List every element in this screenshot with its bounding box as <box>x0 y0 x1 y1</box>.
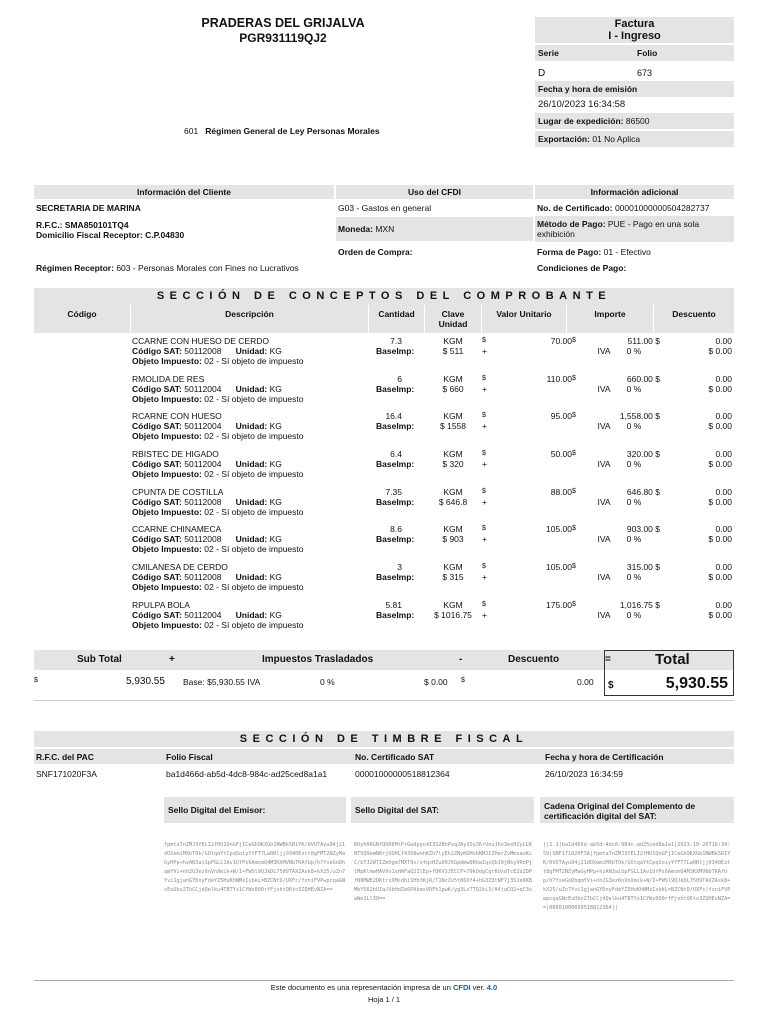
item-unit-label: Unidad: <box>235 534 268 544</box>
total-dollar: $ <box>608 680 614 691</box>
item-plus: + <box>482 346 487 356</box>
item-discount: 0.00 <box>715 562 732 572</box>
item-qty: 3 <box>397 562 402 572</box>
payment-form-label: Forma de Pago: <box>537 247 602 257</box>
item-unit-label: Unidad: <box>235 610 268 620</box>
item-amount: 320.00 $ <box>626 449 660 459</box>
item-sat-label: Código SAT: <box>132 384 182 394</box>
item-obj: 02 - Sí objeto de impuesto <box>204 431 304 441</box>
item-amount: 315.00 $ <box>626 562 660 572</box>
item-sat-line <box>132 459 282 469</box>
item-sat-code: 50112008 <box>184 572 222 582</box>
item-sat-label: Código SAT: <box>132 346 182 356</box>
item-rate: 0 % <box>626 534 642 544</box>
item-unit-key: KGM <box>443 411 463 421</box>
item-sat-label: Código SAT: <box>132 497 182 507</box>
item-unit: KG <box>269 610 282 620</box>
item-qty: 7.35 <box>385 487 402 497</box>
currency-value: MXN <box>375 224 395 234</box>
item-qty: 5.81 <box>385 600 402 610</box>
item-plus: + <box>482 459 487 469</box>
item-obj: 02 - Sí objeto de impuesto <box>204 582 304 592</box>
item-unit-value: 88.00 <box>550 487 572 497</box>
item-obj-line <box>132 582 304 592</box>
item-sat-code: 50112008 <box>184 346 222 356</box>
item-sat-code: 50112004 <box>184 384 222 394</box>
item-plus: + <box>482 610 487 620</box>
item-iva: IVA <box>597 497 611 507</box>
item-obj-label: Objeto Impuesto: <box>132 507 202 517</box>
total-value: 5,930.55 <box>665 675 728 692</box>
sat-cert-label: No. Certificado SAT <box>355 752 435 762</box>
item-unit-label: Unidad: <box>235 459 268 469</box>
item-name: RMOLIDA DE RES <box>132 374 205 384</box>
serie-folio-values <box>535 65 734 81</box>
item-qty: 7.3 <box>390 336 402 346</box>
concept-row <box>34 524 734 561</box>
divider <box>34 700 734 701</box>
item-obj: 02 - Sí objeto de impuesto <box>204 620 304 630</box>
client-header: Información del Cliente <box>34 185 334 199</box>
item-obj: 02 - Sí objeto de impuesto <box>204 544 304 554</box>
item-dollar: $ <box>482 563 486 570</box>
client-name: SECRETARIA DE MARINA <box>36 203 141 213</box>
item-name: RPULPA BOLA <box>132 600 190 610</box>
item-dollar: $ <box>482 412 486 419</box>
item-amount: 646.80 $ <box>626 487 660 497</box>
invoice-box <box>535 17 734 147</box>
item-amount: 660.00 $ <box>626 374 660 384</box>
item-dollar: $ <box>482 601 486 608</box>
col-discount: Descuento <box>672 309 716 319</box>
subtotal-dollar: $ <box>34 677 38 684</box>
sat-seal: BOyh0RGNfQOR6MtPrGwdpyc4I3S2BbPvqJAy3Sy36rVnuJhv3exHZyLLKNT5Q9emN8rjUOHLf43O8wnhKZh7lyEh2ZNyKUHvbNMJIZHerZvMmsaoKcC/bTJ2W7IZmhgm7MXT9s/ofqcHZu09J6Gpdmw0KhaIqsQbJ0jNkyVRhPjlMpKlmwHAVXn1sHAFaQ2IlEp+fDKVSJECCF+79kOdgCqrKUxdTcEZdZDPfN8MWE2DKtrxXMsdhi1Hh3KjR/T1NcZv5t86Xf4+hG3Z3tNF7j3SJe6KBMbY562bUIa/UbHdZe6PAkmsVDFh1pwK/yg3LsTTQ2ki3/A4jaCQ2+qC3owWe1Ll3Q== <box>354 842 533 902</box>
item-base: $ 320 <box>442 459 464 469</box>
item-obj: 02 - Sí objeto de impuesto <box>204 356 304 366</box>
client-regime <box>36 263 299 273</box>
item-obj-line <box>132 469 304 479</box>
item-dollar: $ <box>482 525 486 532</box>
col-unit-key-2: Unidad <box>438 319 468 329</box>
subtotal-value: 5,930.55 <box>126 676 165 687</box>
col-amount: Importe <box>594 309 626 319</box>
concepts-table-header <box>34 305 734 333</box>
payment-form-value: 01 - Efectivo <box>603 247 651 257</box>
item-amount: 1,016.75 $ <box>619 600 660 610</box>
item-sat-code: 50112004 <box>184 459 222 469</box>
item-unit-value: 175.00 <box>546 600 572 610</box>
item-sat-line <box>132 534 282 544</box>
item-obj: 02 - Sí objeto de impuesto <box>204 507 304 517</box>
item-unit-key: KGM <box>443 336 463 346</box>
footer-divider <box>34 980 734 981</box>
serie-value: D <box>538 68 546 79</box>
item-sat-line <box>132 572 282 582</box>
item-name: RCARNE CON HUESO <box>132 411 222 421</box>
item-qty: 8.6 <box>390 524 402 534</box>
item-obj-line <box>132 394 304 404</box>
item-iva: IVA <box>597 610 611 620</box>
item-obj: 02 - Sí objeto de impuesto <box>204 469 304 479</box>
export-label: Exportación: <box>538 134 590 144</box>
item-base: $ 646.8 <box>438 497 468 507</box>
concepts-title: SECCIÓN DE CONCEPTOS DEL COMPROBANTE <box>34 288 734 305</box>
item-base-label: BaseImp: <box>376 497 415 507</box>
client-rfc: R.F.C.: SMA850101TQ4 <box>36 220 129 230</box>
discount-value: 0.00 <box>577 677 594 687</box>
cfdi-header: Uso del CFDI <box>336 185 533 199</box>
item-discount-2: $ 0.00 <box>708 384 732 394</box>
concept-row <box>34 487 734 524</box>
conditions-label: Condiciones de Pago: <box>537 263 627 273</box>
place-label: Lugar de expedición: <box>538 116 624 126</box>
fiscal-folio-value: ba1d466d-ab5d-4dc8-984c-ad25ced8a1a1 <box>166 769 328 779</box>
item-sat-label: Código SAT: <box>132 610 182 620</box>
minus-sign: - <box>459 654 463 665</box>
invoice-title: Factura <box>614 18 655 30</box>
item-unit-key: KGM <box>443 562 463 572</box>
item-discount: 0.00 <box>715 411 732 421</box>
item-unit-value: 70.00 <box>550 336 572 346</box>
item-base: $ 903 <box>442 534 464 544</box>
item-sat-line <box>132 610 282 620</box>
sat-seal-label: Sello Digital del SAT: <box>351 797 534 823</box>
item-sat-line <box>132 421 282 431</box>
item-obj-label: Objeto Impuesto: <box>132 544 202 554</box>
issuer-regime <box>184 126 380 136</box>
item-plus: + <box>482 384 487 394</box>
item-qty: 6 <box>397 374 402 384</box>
item-rate: 0 % <box>626 346 642 356</box>
payment-method-value: PUE - Pago en una sola <box>607 219 700 229</box>
pac-rfc-value: SNF171020F3A <box>36 769 97 779</box>
item-unit-value: 50.00 <box>550 449 572 459</box>
discount-dollar: $ <box>461 677 465 684</box>
original-chain: ||1.1|ba1d466d-ab5d-4dc8-984c-ad25ced8a1a1|2023-10-26T16:34:59|SNF171020F3A|fpmta7nZMJ3fELI2fHU1QnGFjICeGb9KXGb1NWBk5R1YK/0VUTAyu94j21dOXemiMXbTOk/GOtqaYtCpqSoiyYfFT7Lw0Rljj0340Eztt8gFMT2NZyMaGyHPp+hzAN3aiSpFGLL1Av1UfPs6AmsmQ4M3KXMVNbTKAfUp/h7YxeGoDhqmYVi+nh2G3ez6nVnXmik+W/I+FWSl9QJkDL7509TAXZAsk8+kX25/uZn7Yvi1gjanGYDnyFdeYZ5HuKhNMzIsbkL=BZCNtD/UXFc/fzniFVPwpcqaGNcEuUbv2TbCCjdQelku4TBTYs1CYWz0O0rfFjvhtQ6to3ZQHEvNZA==|00001000000518812364|| <box>543 842 731 911</box>
item-rate: 0 % <box>626 384 642 394</box>
item-iva: IVA <box>597 384 611 394</box>
invoice-header <box>535 17 734 43</box>
item-discount: 0.00 <box>715 336 732 346</box>
pac-rfc-label: R.F.C. del PAC <box>36 752 94 762</box>
item-amount: 903.00 $ <box>626 524 660 534</box>
item-iva: IVA <box>597 534 611 544</box>
item-obj-line <box>132 544 304 554</box>
timbre-values <box>34 766 734 782</box>
footer-text <box>0 983 768 992</box>
item-discount: 0.00 <box>715 374 732 384</box>
total-box <box>604 650 734 696</box>
item-discount-2: $ 0.00 <box>708 421 732 431</box>
date-value: 26/10/2023 16:34:58 <box>538 99 626 110</box>
item-obj-line <box>132 620 304 630</box>
client-regime-label: Régimen Receptor: <box>36 263 114 273</box>
item-unit-label: Unidad: <box>235 421 268 431</box>
item-dollar: $ <box>482 337 486 344</box>
export-value: 01 No Aplica <box>592 134 641 144</box>
order-label: Orden de Compra: <box>338 247 413 257</box>
item-discount-2: $ 0.00 <box>708 572 732 582</box>
page-number: Hoja 1 / 1 <box>367 995 401 1004</box>
payment-form-row <box>537 247 651 257</box>
item-discount-2: $ 0.00 <box>708 610 732 620</box>
item-unit-value: 95.00 <box>550 411 572 421</box>
col-code: Código <box>67 309 97 319</box>
col-quantity: Cantidad <box>378 309 415 319</box>
cert-date-value: 26/10/2023 16:34:59 <box>545 769 623 779</box>
item-base-label: BaseImp: <box>376 421 415 431</box>
item-qty: 6.4 <box>390 449 402 459</box>
folio-value: 673 <box>637 68 653 78</box>
item-obj-line <box>132 431 304 441</box>
item-unit: KG <box>269 421 282 431</box>
item-sat-label: Código SAT: <box>132 572 182 582</box>
timbre-title: SECCIÓN DE TIMBRE FISCAL <box>34 731 734 747</box>
col-unit-key-1: Clave <box>441 309 465 319</box>
item-base: $ 1016.75 <box>434 610 472 620</box>
footer-version: 4.0 <box>486 983 498 992</box>
item-discount-2: $ 0.00 <box>708 534 732 544</box>
currency-label: Moneda: <box>338 224 373 234</box>
item-base: $ 660 <box>442 384 464 394</box>
concept-row <box>34 600 734 637</box>
item-rate: 0 % <box>626 610 642 620</box>
client-address: Domicilio Fiscal Receptor: C.P.04830 <box>36 230 185 240</box>
item-iva: IVA <box>597 459 611 469</box>
col-unit-key <box>425 309 481 329</box>
place-value: 86500 <box>625 116 650 126</box>
item-base-label: BaseImp: <box>376 572 415 582</box>
place-row <box>535 113 734 129</box>
plus-sign: + <box>169 654 175 665</box>
item-plus: + <box>482 421 487 431</box>
item-dollar-2: $ <box>572 450 576 457</box>
folio-label: Folio <box>637 48 658 58</box>
cert-date-label: Fecha y hora de Certificación <box>545 752 664 762</box>
cert-label: No. de Certificado: <box>537 203 613 213</box>
concept-row <box>34 336 734 373</box>
item-obj-label: Objeto Impuesto: <box>132 582 202 592</box>
item-discount: 0.00 <box>715 449 732 459</box>
item-rate: 0 % <box>626 497 642 507</box>
item-unit: KG <box>269 534 282 544</box>
item-rate: 0 % <box>626 459 642 469</box>
item-dollar-2: $ <box>572 412 576 419</box>
item-unit: KG <box>269 346 282 356</box>
item-obj-label: Objeto Impuesto: <box>132 394 202 404</box>
item-unit-value: 105.00 <box>546 562 572 572</box>
chain-label: Cadena Original del Complemento de certificación digital del SAT: <box>540 797 734 823</box>
issuer-regime-code: 601 <box>184 126 199 136</box>
invoice-type: I - Ingreso <box>608 30 661 42</box>
item-discount: 0.00 <box>715 524 732 534</box>
discount-label: Descuento <box>508 654 560 665</box>
item-sat-line <box>132 497 282 507</box>
cert-value: 00001000000504282737 <box>614 203 710 213</box>
item-name: CCARNE CHINAMECA <box>132 524 222 534</box>
item-amount: 511.00 $ <box>627 336 660 346</box>
item-obj-label: Objeto Impuesto: <box>132 431 202 441</box>
item-sat-line <box>132 384 282 394</box>
item-name: RBISTEC DE HIGADO <box>132 449 219 459</box>
item-dollar: $ <box>482 375 486 382</box>
item-amount: 1,558.00 $ <box>619 411 660 421</box>
item-base-label: BaseImp: <box>376 610 415 620</box>
item-plus: + <box>482 534 487 544</box>
footer-cfdi: CFDI <box>453 983 471 992</box>
item-dollar-2: $ <box>572 337 576 344</box>
item-obj-label: Objeto Impuesto: <box>132 469 202 479</box>
item-unit: KG <box>269 384 282 394</box>
item-obj-line <box>132 356 304 366</box>
fiscal-folio-label: Folio Fiscal <box>166 752 213 762</box>
item-dollar-2: $ <box>572 563 576 570</box>
item-name: CCARNE CON HUESO DE CERDO <box>132 336 269 346</box>
concept-row <box>34 411 734 448</box>
cert-row <box>537 203 709 213</box>
item-discount-2: $ 0.00 <box>708 459 732 469</box>
currency-row <box>336 217 533 241</box>
subtotal-label: Sub Total <box>77 654 122 665</box>
item-unit-value: 105.00 <box>546 524 572 534</box>
item-obj: 02 - Sí objeto de impuesto <box>204 394 304 404</box>
item-sat-label: Código SAT: <box>132 534 182 544</box>
item-sat-code: 50112008 <box>184 497 222 507</box>
item-base-label: BaseImp: <box>376 346 415 356</box>
tax-amount: $ 0.00 <box>424 677 448 687</box>
item-unit: KG <box>269 572 282 582</box>
col-description: Descripción <box>225 309 274 319</box>
item-base-label: BaseImp: <box>376 459 415 469</box>
serie-folio-header <box>535 45 734 61</box>
equals-sign: = <box>605 654 611 665</box>
item-discount: 0.00 <box>715 487 732 497</box>
item-unit-key: KGM <box>443 600 463 610</box>
item-discount: 0.00 <box>715 600 732 610</box>
item-dollar: $ <box>482 488 486 495</box>
cfdi-use: G03 - Gastos en general <box>338 203 432 213</box>
concept-row <box>34 562 734 599</box>
timbre-header <box>34 749 734 764</box>
emitter-seal-label: Sello Digital del Emisor: <box>164 797 346 823</box>
sat-cert-value: 00001000000518812364 <box>355 769 450 779</box>
item-iva: IVA <box>597 346 611 356</box>
footer-text-1: Este documento es una representación impresa de un <box>270 983 451 992</box>
item-sat-code: 50112008 <box>184 534 222 544</box>
item-sat-code: 50112004 <box>184 610 222 620</box>
tax-detail: Base: $5,930.55 IVA <box>183 677 261 687</box>
issuer-rfc: PGR931119QJ2 <box>239 31 327 45</box>
item-unit-label: Unidad: <box>235 384 268 394</box>
item-base: $ 1558 <box>440 421 466 431</box>
item-sat-code: 50112004 <box>184 421 222 431</box>
payment-method-value-2: exhibición <box>537 229 575 239</box>
totals-values <box>34 675 604 689</box>
item-obj-label: Objeto Impuesto: <box>132 356 202 366</box>
client-regime-value: 603 - Personas Morales con Fines no Lucrativos <box>116 263 299 273</box>
issuer-regime-label: Régimen General de Ley Personas Morales <box>205 126 380 136</box>
item-unit: KG <box>269 459 282 469</box>
item-discount-2: $ 0.00 <box>708 346 732 356</box>
item-sat-label: Código SAT: <box>132 421 182 431</box>
item-iva: IVA <box>597 572 611 582</box>
item-name: CMILANESA DE CERDO <box>132 562 228 572</box>
payment-method-label: Método de Pago: <box>537 219 606 229</box>
payment-method-row <box>535 216 734 242</box>
item-dollar-2: $ <box>572 488 576 495</box>
item-name: CPUNTA DE COSTILLA <box>132 487 224 497</box>
item-dollar-2: $ <box>572 525 576 532</box>
item-plus: + <box>482 572 487 582</box>
item-unit-label: Unidad: <box>235 572 268 582</box>
col-unit-value: Valor Unitario <box>496 309 552 319</box>
concept-row <box>34 374 734 411</box>
item-rate: 0 % <box>626 572 642 582</box>
item-obj-label: Objeto Impuesto: <box>132 620 202 630</box>
item-base: $ 315 <box>442 572 464 582</box>
item-unit-value: 110.00 <box>546 374 572 384</box>
item-sat-label: Código SAT: <box>132 459 182 469</box>
item-unit-key: KGM <box>443 449 463 459</box>
additional-header: Información adicional <box>535 185 734 199</box>
item-base-label: BaseImp: <box>376 534 415 544</box>
item-sat-line <box>132 346 282 356</box>
footer-version-label: ver. <box>472 983 485 992</box>
issuer-name: PRADERAS DEL GRIJALVA <box>201 16 365 30</box>
item-base: $ 511 <box>442 346 464 356</box>
item-rate: 0 % <box>626 421 642 431</box>
item-dollar-2: $ <box>572 601 576 608</box>
date-label: Fecha y hora de emisión <box>535 81 734 97</box>
total-label: Total <box>655 651 690 668</box>
tax-rate: 0 % <box>320 677 335 687</box>
item-base-label: BaseImp: <box>376 384 415 394</box>
item-unit-key: KGM <box>443 524 463 534</box>
item-plus: + <box>482 497 487 507</box>
item-unit: KG <box>269 497 282 507</box>
item-unit-key: KGM <box>443 487 463 497</box>
export-row <box>535 131 734 147</box>
item-unit-label: Unidad: <box>235 346 268 356</box>
item-dollar: $ <box>482 450 486 457</box>
serie-label: Serie <box>538 48 559 58</box>
taxes-label: Impuestos Trasladados <box>262 654 374 665</box>
item-dollar-2: $ <box>572 375 576 382</box>
emitter-seal: fpmta7nZMJ3fELI2fHU1QnGFjICeGb9KXGb1NWBk5R1YK/0VUTAyu94j21dOXemiMXbTOk/GOtqaYtCpqSoiyYfFT7Lw0Rljj0340Eztt8gFMT2NZyMaGyHPp+hzAN3aiSpFGLL1Av1UfPs6AmsmQ4M3KXMVNbTKAfUp/h7YxeGoDhqmYVi+nh2G3ez6nVnXmik+W/I+FWSl9QJkDL7509TAXZAsk8+kX25/uZn7Yvi1gjanGYDnyFdeYZ5HuKhNMzIsbkL=BZCNtD/UXFc/fzniFVPwpcqaGNcEuUbv2TbCCjdQelku4TBTYs1CYWz0O0rfFjvhtQ6to3ZQHEvNZA== <box>164 842 346 893</box>
item-iva: IVA <box>597 421 611 431</box>
item-obj-line <box>132 507 304 517</box>
item-qty: 16.4 <box>385 411 402 421</box>
item-unit-label: Unidad: <box>235 497 268 507</box>
item-discount-2: $ 0.00 <box>708 497 732 507</box>
concept-row <box>34 449 734 486</box>
item-unit-key: KGM <box>443 374 463 384</box>
